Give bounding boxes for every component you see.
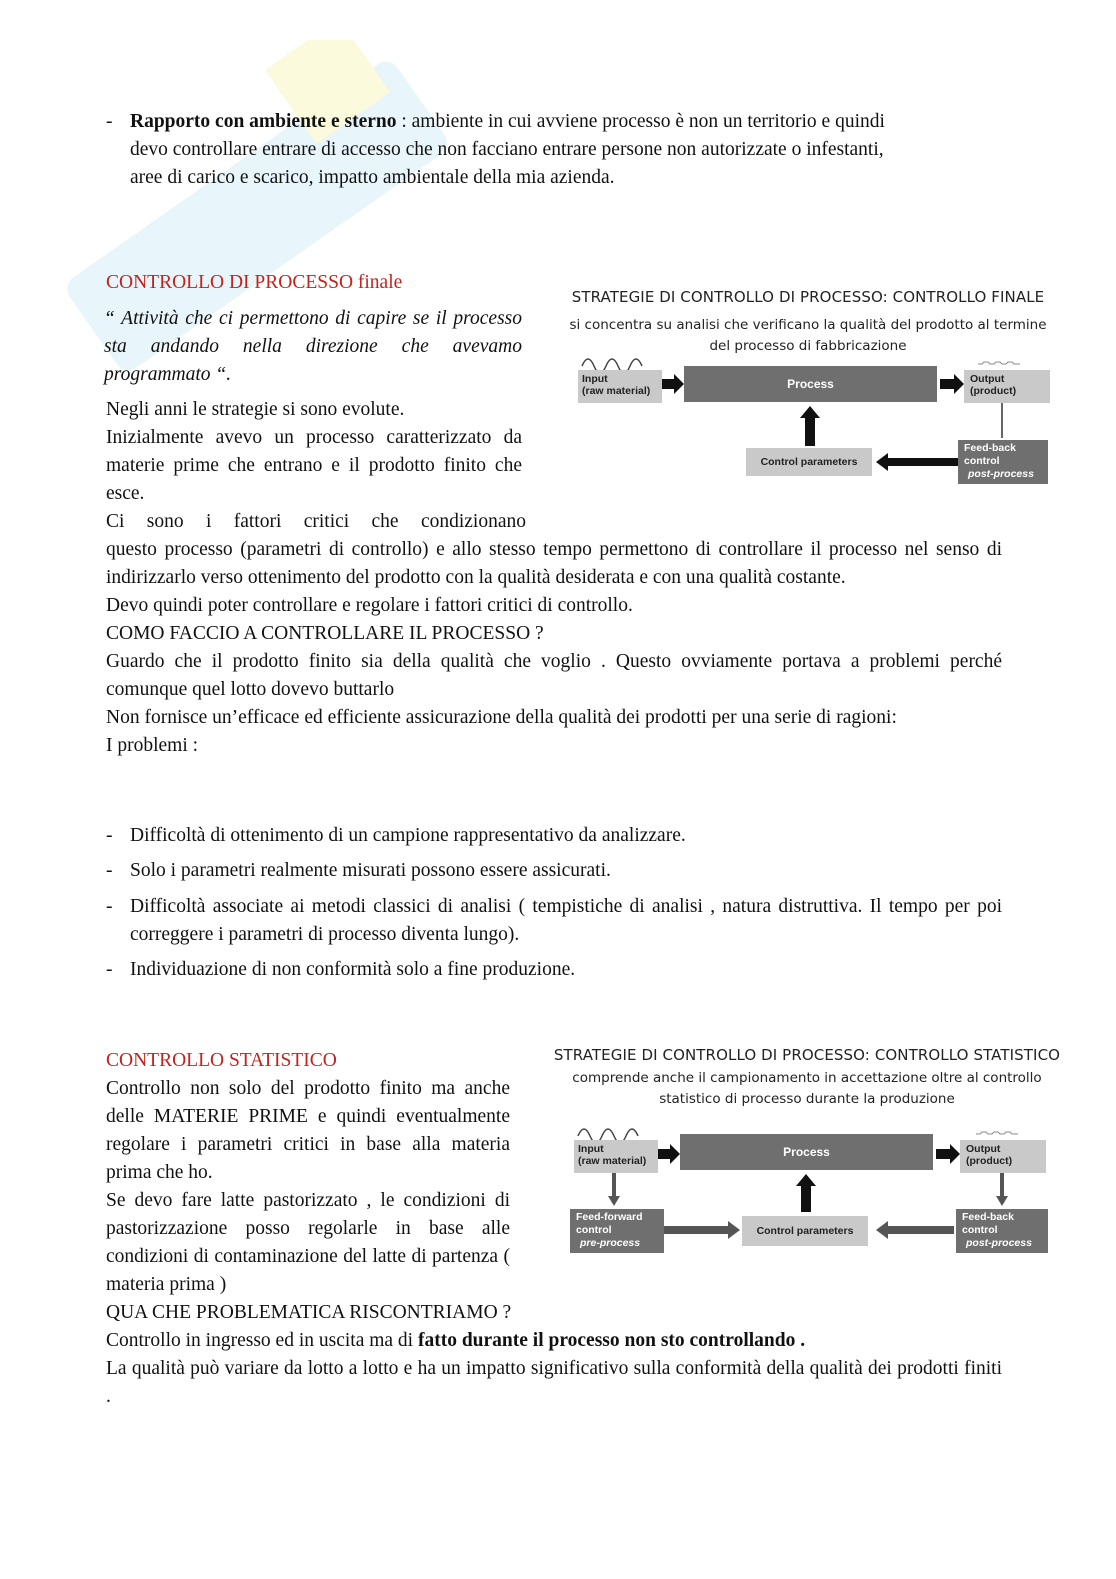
diagram2-input-label: Input	[578, 1143, 604, 1155]
diagram2-feedback-line2: control	[962, 1224, 998, 1236]
intro-line1: : ambiente in cui avviene processo è non un territorio e quindi	[396, 111, 885, 132]
arrow-up-icon	[796, 1174, 816, 1212]
intro-line3: aree di carico e scarico, impatto ambientale della mia azienda.	[130, 167, 615, 188]
section1-para5: COMO FACCIO A CONTROLLARE IL PROCESSO ?	[106, 623, 544, 644]
section2-para4	[106, 1327, 1002, 1355]
diagram1-output-box	[964, 370, 1050, 403]
section1-heading: CONTROLLO DI PROCESSO finale	[106, 272, 403, 293]
section2-para3: QUA CHE PROBLEMATICA RISCONTRIAMO ?	[106, 1302, 512, 1323]
diagram2-output-sublabel: (product)	[966, 1155, 1013, 1167]
bullet-marker: -	[106, 959, 113, 980]
diagram-statistical-control	[544, 1044, 1070, 1264]
arrow-up-icon	[800, 406, 820, 446]
diagram2-title: STRATEGIE DI CONTROLLO DI PROCESSO: CONTROLLO STATISTICO	[553, 1046, 1061, 1064]
section1-quote: “ Attività che ci permettono di capire se il processo sta andando nella direzione che avevamo programmato “.	[104, 308, 522, 385]
section1-para7: Non fornisce un’efficace ed efficiente assicurazione della qualità dei prodotti per una serie di ragioni:	[106, 707, 897, 728]
zigzag-icon	[976, 1132, 1018, 1134]
arrow-right-icon	[936, 1144, 960, 1164]
section1-para3-rest: questo processo (parametri di controllo) e allo stesso tempo permettono di controllare il processo nel senso di indirizzarlo verso ottenimento del prodotto con la qualità desiderata e con una qualità costante.	[106, 539, 1002, 588]
section1-main-body	[106, 536, 1002, 760]
section1-left-column	[106, 396, 526, 536]
arrow-right-icon	[940, 374, 964, 394]
section1-para4: Devo quindi poter controllare e regolare i fattori critici di controllo.	[106, 595, 633, 616]
problem-item: Difficoltà associate ai metodi classici di analisi ( tempistiche di analisi , natura distruttiva. Il tempo per poi correggere i parametri di processo diventa lungo).	[130, 896, 1002, 945]
diagram1-process-box: Process	[684, 366, 937, 402]
section2-para1: Controllo non solo del prodotto finito ma anche delle MATERIE PRIME e quindi eventualmente regolare i parametri critici in base alla materia prima che ho.	[106, 1078, 510, 1183]
diagram1-output-sublabel: (product)	[970, 385, 1017, 397]
diagram2-subtitle-line1: comprende anche il campionamento in accettazione oltre al controllo	[572, 1070, 1042, 1086]
bullet-marker: -	[106, 896, 113, 917]
diagram1-input-sublabel: (raw material)	[582, 385, 651, 397]
section2-para4-start: Controllo in ingresso ed in uscita ma di	[106, 1330, 418, 1351]
diagram1-control-box: Control parameters	[746, 448, 872, 476]
section1-para3-start: Ci sono i fattori critici che condizionano	[106, 511, 526, 532]
diagram2-feedforward-line3: pre-process	[580, 1237, 641, 1249]
diagram2-subtitle-line2: statistico di processo durante la produzione	[659, 1091, 955, 1107]
section2-para4-bold: fatto durante il processo non sto controllando .	[417, 1330, 806, 1351]
diagram2-output-box	[960, 1140, 1046, 1173]
section2-heading: CONTROLLO STATISTICO	[106, 1050, 337, 1071]
diagram2-input-box	[574, 1140, 658, 1173]
diagram2-feedforward-box	[570, 1209, 664, 1253]
diagram2-feedback-line3: post-process	[966, 1237, 1032, 1249]
section2-main-body	[106, 1299, 1002, 1411]
diagram2-feedforward-line1: Feed-forward	[576, 1211, 643, 1223]
arrow-right-icon	[656, 1144, 680, 1164]
diagram2-process-box: Process	[680, 1134, 933, 1170]
intro-paragraph	[130, 108, 1010, 192]
diagram1-feedback-line1: Feed-back	[964, 442, 1016, 454]
diagram1-subtitle-line2: del processo di fabbricazione	[709, 338, 907, 354]
diagram1-feedback-line2: control	[964, 455, 1000, 467]
section1-para1: Negli anni le strategie si sono evolute.	[106, 399, 405, 420]
bullet-marker: -	[106, 825, 113, 846]
problem-item: Difficoltà di ottenimento di un campione rappresentativo da analizzare.	[130, 825, 686, 846]
section2-para2: Se devo fare latte pastorizzato , le condizioni di pastorizzazione posso regolarle in base alle condizioni di contaminazione del latte di partenza ( materia prima )	[106, 1190, 510, 1295]
bullet-marker: -	[106, 111, 113, 132]
diagram2-control-box: Control parameters	[742, 1216, 868, 1246]
diagram1-subtitle-line1: si concentra su analisi che verificano la qualità del prodotto al termine	[569, 317, 1047, 333]
diagram2-output-label: Output	[966, 1143, 1001, 1155]
diagram1-output-label: Output	[970, 373, 1005, 385]
arrow-down-icon	[996, 1170, 1008, 1206]
diagram-final-control	[548, 286, 1068, 496]
section1-para8: I problemi :	[106, 735, 199, 756]
diagram2-feedback-box	[956, 1209, 1048, 1253]
intro-bold: Rapporto con ambiente e sterno	[130, 111, 397, 132]
diagram1-feedback-box	[958, 440, 1048, 484]
arrow-right-icon	[662, 1221, 740, 1239]
arrow-right-icon	[660, 374, 684, 394]
arrow-down-icon	[608, 1170, 620, 1206]
problem-item: Individuazione di non conformità solo a fine produzione.	[130, 959, 576, 980]
intro-line2: devo controllare entrare di accesso che non facciano entrare persone non autorizzate o infestanti,	[130, 139, 884, 160]
diagram2-feedback-line1: Feed-back	[962, 1211, 1014, 1223]
diagram2-feedforward-line2: control	[576, 1224, 612, 1236]
bullet-marker: -	[106, 860, 113, 881]
diagram1-feedback-line3: post-process	[968, 468, 1034, 480]
zigzag-icon	[978, 362, 1020, 364]
arrow-left-icon	[876, 453, 958, 471]
diagram1-title: STRATEGIE DI CONTROLLO DI PROCESSO: CONTROLLO FINALE	[571, 288, 1045, 306]
problem-item: Solo i parametri realmente misurati possono essere assicurati.	[130, 860, 611, 881]
diagram1-input-label: Input	[582, 373, 608, 385]
arrow-left-icon	[876, 1221, 954, 1239]
section1-para2: Inizialmente avevo un processo caratterizzato da materie prime che entrano e il prodotto finito che esce.	[106, 427, 522, 504]
section2-para5: La qualità può variare da lotto a lotto e ha un impatto significativo sulla conformità della qualità dei prodotti finiti .	[106, 1358, 1002, 1407]
section1-para6: Guardo che il prodotto finito sia della qualità che voglio . Questo ovviamente portava a problemi perché comunque quel lotto dovevo buttarlo	[106, 651, 1002, 700]
section2-left-column	[106, 1075, 510, 1299]
diagram1-input-box	[578, 370, 662, 403]
diagram2-input-sublabel: (raw material)	[578, 1155, 647, 1167]
